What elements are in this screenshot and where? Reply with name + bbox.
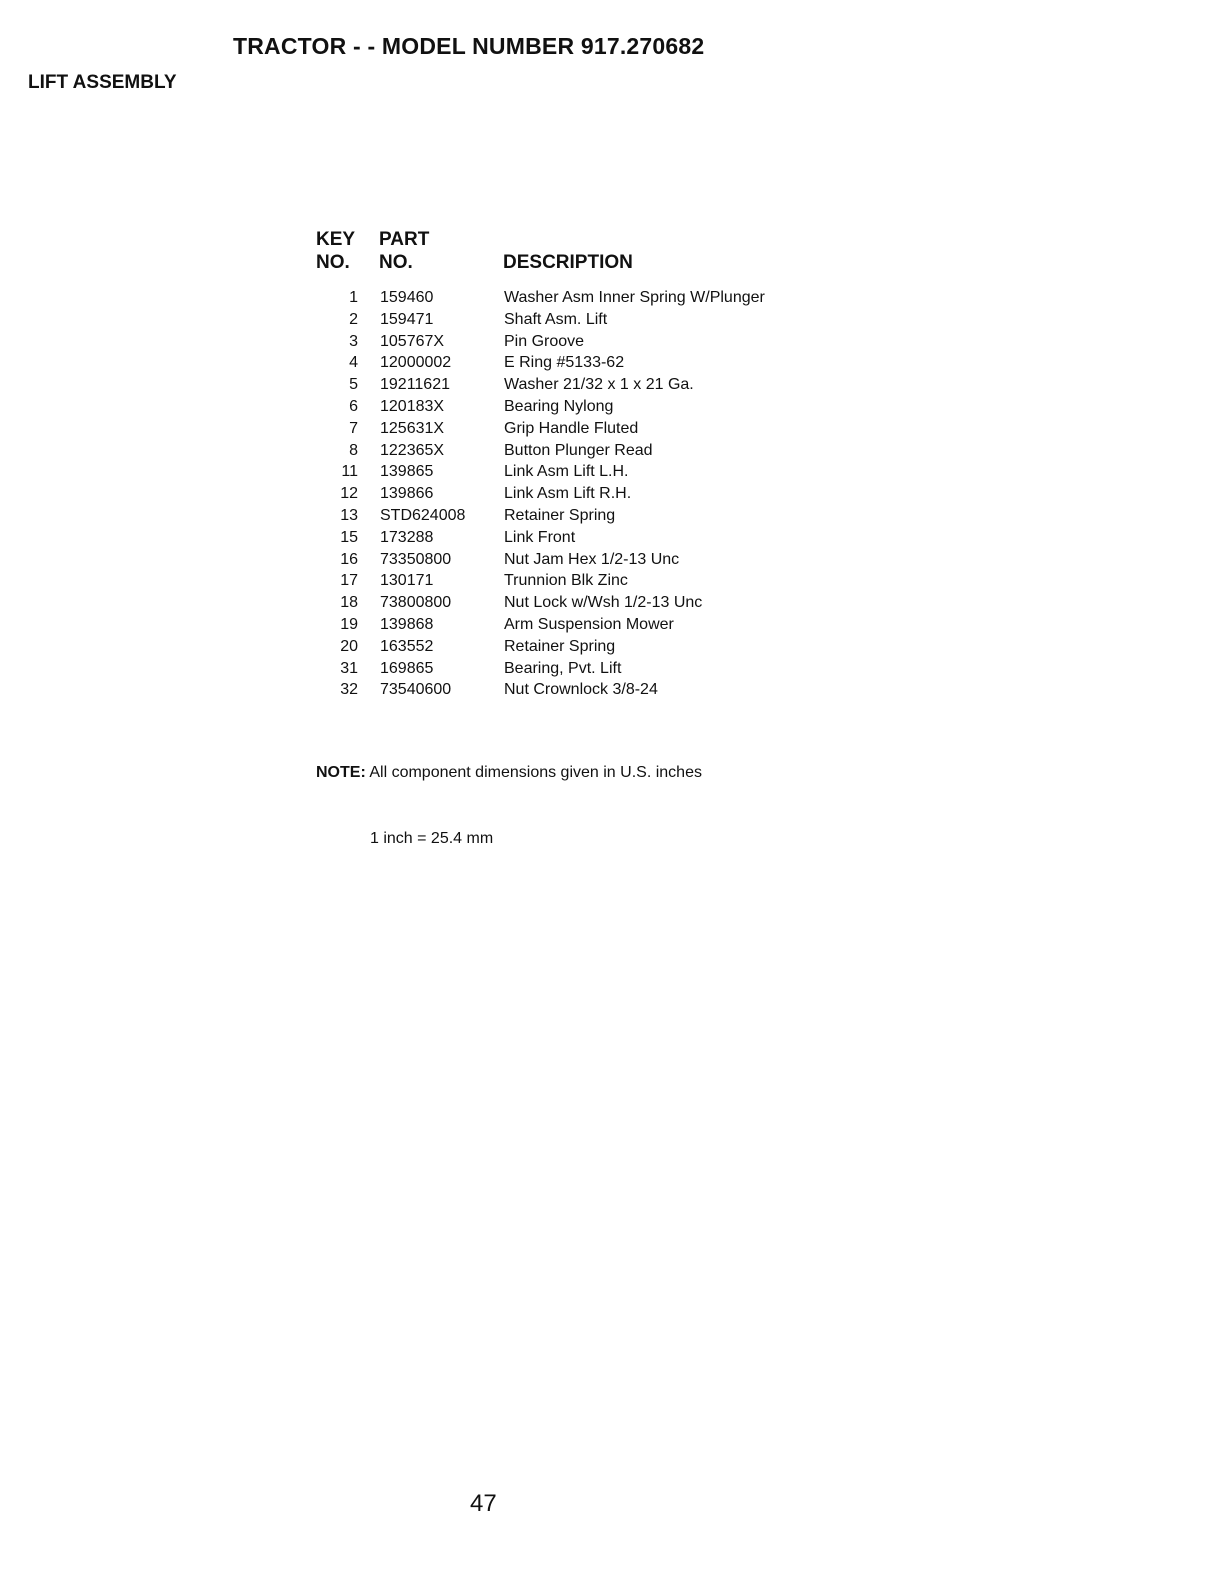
key-no-cell: 17 [340,572,358,590]
table-row [316,331,836,353]
key-header-line2: NO. [316,252,350,273]
table-row [316,440,836,462]
key-no-cell: 2 [349,310,358,328]
description-cell: Bearing, Pvt. Lift [504,659,622,677]
page-number: 47 [470,1490,497,1517]
part-no-cell: 73800800 [380,594,452,612]
key-no-cell: 32 [340,681,358,699]
table-row [316,418,836,440]
part-no-cell: STD624008 [380,506,466,524]
table-row [316,396,836,418]
part-no-cell: 169865 [380,659,434,677]
key-no-cell: 3 [349,332,358,350]
table-row [316,505,836,527]
part-no-cell: 125631X [380,419,445,437]
description-cell: Grip Handle Fluted [504,419,639,437]
part-no-cell: 120183X [380,397,445,415]
key-no-cell: 20 [340,637,358,655]
note-line2: 1 inch = 25.4 mm [370,830,494,847]
part-no-header [379,228,429,274]
key-no-header [316,228,355,274]
key-no-cell: 12 [340,485,358,503]
description-cell: Washer Asm Inner Spring W/Plunger [504,289,765,306]
part-no-cell: 130171 [380,572,434,590]
description-cell: Nut Jam Hex 1/2-13 Unc [504,550,680,568]
part-no-cell: 163552 [380,637,434,655]
description-cell: Trunnion Blk Zinc [504,572,628,590]
part-no-cell: 159471 [380,310,434,328]
description-cell: Arm Suspension Mower [504,615,674,633]
table-row [316,658,836,680]
key-no-cell: 5 [349,376,358,394]
description-cell: Nut Crownlock 3/8-24 [504,681,658,699]
description-cell: Retainer Spring [504,506,616,524]
part-header-line2: NO. [379,252,413,273]
note [316,718,702,872]
section-title: LIFT ASSEMBLY [28,72,177,93]
page-title: TRACTOR - - MODEL NUMBER 917.270682 [233,33,705,59]
table-row [316,679,836,701]
key-no-cell: 19 [340,615,358,633]
description-cell: Nut Lock w/Wsh 1/2-13 Unc [504,594,703,612]
description-cell: Shaft Asm. Lift [504,310,608,328]
part-no-cell: 122365X [380,441,445,459]
part-no-cell: 73540600 [380,681,452,699]
part-header-line1: PART [379,229,430,250]
key-no-cell: 15 [340,528,358,546]
part-no-cell: 73350800 [380,550,452,568]
description-cell: Button Plunger Read [504,441,653,459]
note-line1 [316,762,702,784]
description-cell: Retainer Spring [504,637,616,655]
part-no-cell: 139866 [380,485,434,503]
table-row [316,636,836,658]
part-no-cell: 12000002 [380,354,452,372]
description-cell: Link Asm Lift R.H. [504,485,632,503]
key-no-cell: 8 [349,441,358,459]
part-no-cell: 139865 [380,463,434,481]
note-label: NOTE: [316,764,366,781]
description-cell: Bearing Nylong [504,397,614,415]
part-no-cell: 159460 [380,289,434,306]
table-row [316,352,836,374]
parts-rows [316,287,836,701]
description-cell: Pin Groove [504,332,585,350]
table-row [316,527,836,549]
key-no-cell: 1 [349,289,358,306]
table-row [316,461,836,483]
key-header-line1: KEY [316,229,356,250]
key-no-cell: 6 [349,397,358,415]
description-cell: Link Front [504,528,576,546]
table-row [316,570,836,592]
key-no-cell: 4 [349,354,358,372]
part-no-cell: 173288 [380,528,434,546]
table-row [316,592,836,614]
description-cell: E Ring #5133-62 [504,354,625,372]
key-no-cell: 31 [340,659,358,677]
key-no-cell: 13 [340,506,358,524]
key-no-cell: 7 [349,419,358,437]
table-row [316,287,836,309]
part-no-cell: 105767X [380,332,445,350]
description-cell: Link Asm Lift L.H. [504,463,629,481]
part-no-cell: 19211621 [380,376,450,394]
table-row [316,549,836,571]
table-row [316,374,836,396]
description-cell: Washer 21/32 x 1 x 21 Ga. [504,376,694,394]
part-no-cell: 139868 [380,615,434,633]
note-text: All component dimensions given in U.S. inches [365,764,702,781]
key-no-cell: 11 [341,463,358,481]
key-no-cell: 18 [340,594,358,612]
table-row [316,309,836,331]
key-no-cell: 16 [340,550,358,568]
table-row [316,614,836,636]
table-row [316,483,836,505]
description-header: DESCRIPTION [503,252,633,273]
